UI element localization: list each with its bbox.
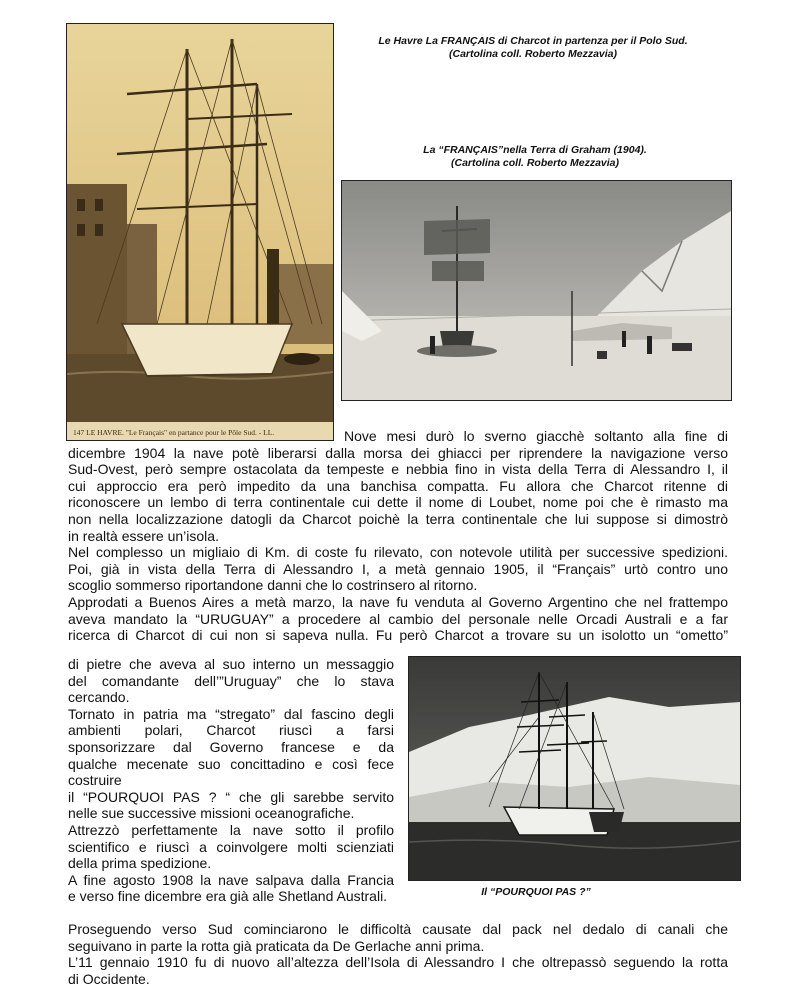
caption-photo-3	[420, 886, 652, 899]
lc-line-8: costruire	[68, 772, 122, 789]
lc-line-11: Attrezzò perfettamente la nave sotto il profilo	[68, 821, 394, 838]
p2-line-3: scoglio sommerso riportandone danni che lo costrinsero al ritorno.	[68, 577, 478, 594]
photo-pourquoi-pas	[408, 656, 741, 881]
lc-line-13: della prima spedizione.	[68, 855, 212, 872]
p3-line-3: ricerca di Charcot di cui non si sapeva nulla. Fu però Charcot a trovare su un isolotto un “ometto”	[68, 627, 728, 644]
lc-line-7: qualche mecenate suo concittadino e così fece	[68, 755, 394, 772]
p1-line-3: Sud-Ovest, però sempre ostacolata da tempeste e nebbia fino in vista della Terra di Alessandro I, il	[68, 461, 728, 478]
caption-photo-2	[340, 144, 730, 170]
lc-line-15: e verso fine dicembre era già alle Shetland Australi.	[68, 888, 388, 905]
p2-line-2: Poi, già in vista della Terra di Alessandro I, a metà gennaio 1905, il “Français” urtò contro uno	[68, 560, 728, 577]
p1-line-7: in realtà essere un’isola.	[68, 527, 219, 544]
p3-line-1: Approdati a Buenos Aires a metà marzo, la nave fu venduta al Governo Argentino che nel frattempo	[68, 593, 728, 610]
ship-postcard-illustration	[67, 24, 333, 440]
caption-photo-3-text: Il “POURQUOI PAS ?”	[481, 886, 591, 898]
caption-photo-2-line-1: La “FRANÇAIS”nella Terra di Graham (1904).	[423, 144, 647, 156]
photo-francais-graham-land	[341, 180, 732, 401]
lc-line-14: A fine agosto 1908 la nave salpava dalla Francia	[68, 871, 394, 888]
caption-photo-1-line-1: Le Havre La FRANÇAIS di Charcot in partenza per il Polo Sud.	[378, 35, 688, 47]
postcard-inscription: 147 LE HAVRE. "Le Français" en partance pour le Pôle Sud. - LL.	[73, 428, 275, 437]
lc-line-3: cercando.	[68, 689, 130, 706]
photo-francais-le-havre	[66, 23, 334, 441]
p3-line-2: aveva mandato la “URUGUAY” a procedere al cambio del personale nelle Orcadi Australi e a far	[68, 610, 728, 627]
final-line-4: di Occidente.	[68, 970, 150, 987]
lc-line-10: nelle sue successive missioni oceanografiche.	[68, 805, 355, 822]
lc-line-6: sponsorizzare dal Governo francese e da	[68, 738, 394, 755]
p1-line-6: non nella localizzazione datogli da Charcot poichè la terra continentale che lui suppose si dimostrò	[68, 510, 728, 527]
final-line-2: seguivano in parte la rotta già praticata da De Gerlache anni prima.	[68, 937, 485, 954]
body-paragraph-1	[68, 428, 728, 644]
lc-line-1: di pietre che aveva al suo interno un messaggio	[68, 656, 394, 672]
lc-line-12: scientifico e riuscì a coinvolgere molti scienziati	[68, 838, 394, 855]
final-line-1: Proseguendo verso Sud cominciarono le difficoltà causate dal pack nel dedalo di canali che	[68, 921, 728, 937]
p1-line-4: cui approccio era però impedito da una banchisa compatta. Fu allora che Charcot ritenne di	[68, 477, 728, 494]
caption-photo-2-line-2: (Cartolina coll. Roberto Mezzavia)	[450, 157, 620, 169]
lc-line-4: Tornato in patria ma “stregato” dal fascino degli	[68, 705, 394, 722]
p1-line-1: Nove mesi durò lo sverno giacchè soltanto alla fine di	[344, 428, 728, 444]
lc-line-5: ambienti polari, Charcot riuscì a farsi	[68, 722, 394, 739]
lc-line-9: il “POURQUOI PAS ? “ che gli sarebbe servito	[68, 788, 394, 805]
p1-line-5: riconoscere un lembo di terra continentale cui dette il nome di Loubet, nome poi che è rimasto ma	[68, 494, 728, 511]
p1-line-2: dicembre 1904 la nave potè liberarsi dalla morsa dei ghiacci per riprendere la navigazione verso	[68, 444, 728, 461]
body-final-paragraph	[68, 921, 728, 987]
final-line-3: L’11 gennaio 1910 fu di nuovo all’altezza dell’Isola di Alessandro I che oltrepassò seguendo la rotta	[68, 954, 728, 971]
lc-line-2: del comandante dell’”Uruguay” che lo stava	[68, 672, 394, 689]
caption-photo-1-line-2: (Cartolina coll. Roberto Mezzavia)	[448, 48, 618, 60]
pourquoi-pas-ship-illustration	[409, 657, 740, 880]
caption-photo-1	[338, 35, 728, 61]
body-left-column	[68, 656, 394, 905]
p2-line-1: Nel complesso un migliaio di Km. di coste fu rilevato, con notevole utilità per successive spedizioni.	[68, 544, 728, 561]
ship-in-ice-illustration	[342, 181, 731, 400]
